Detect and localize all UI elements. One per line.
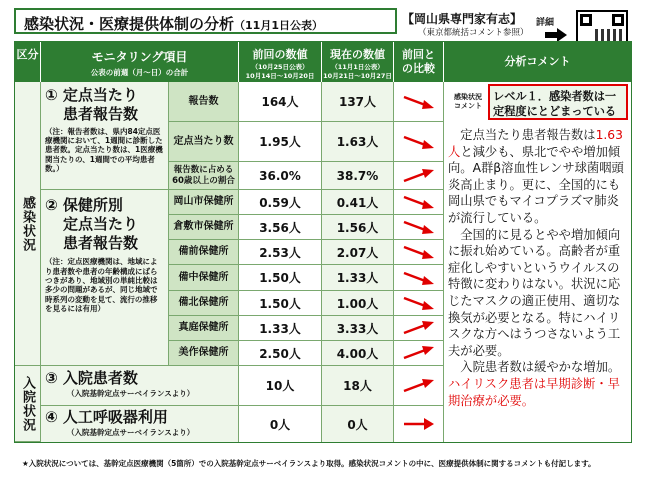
trend-down-arrow-icon: [394, 190, 444, 215]
prev-value: 1.95人: [239, 122, 322, 162]
current-value: 1.56人: [322, 215, 394, 240]
footer-note: ★入院状況については、基幹定点医療機関（5箇所）での入院基幹定点サーベイランスより取得。感染状況コメントの中に、医療提供体制に関するコメントも付記します。: [22, 459, 596, 468]
section-hospital: 入院状況: [15, 366, 41, 442]
expert-group: 【岡山県専門家有志】: [402, 12, 523, 26]
trend-down-arrow-icon: [394, 291, 444, 316]
item-inpatients: ③ 入院患者数 （入院基幹定点サーベイランスより）: [41, 366, 239, 406]
prev-value: 164人: [239, 82, 322, 122]
page-title-date: （11月1日公表）: [234, 19, 323, 32]
current-value: 4.00人: [322, 341, 394, 366]
row-label: 報告数: [169, 82, 239, 122]
infection-level-badge: レベル１．感染者数は一 定程度にとどまっている: [488, 84, 628, 120]
current-value: 1.63人: [322, 122, 394, 162]
prev-value: 1.50人: [239, 291, 322, 316]
header-current-value: 現在の数値 （11月1日公表） 10月21日～10月27日: [322, 42, 394, 82]
trend-down-arrow-icon: [394, 265, 444, 291]
current-value: 2.07人: [322, 240, 394, 265]
status-label: 感染状況 コメント: [454, 92, 482, 110]
trend-up-arrow-icon: [394, 316, 444, 341]
row-label: 備中保健所: [169, 265, 239, 291]
trend-down-arrow-icon: [394, 240, 444, 265]
page-title: [14, 8, 397, 34]
row-label: 定点当たり数: [169, 122, 239, 162]
row-label: 真庭保健所: [169, 316, 239, 341]
detail-label: 詳細: [536, 18, 555, 28]
prev-value: 3.56人: [239, 215, 322, 240]
current-value: 1.33人: [322, 265, 394, 291]
prev-value: 0.59人: [239, 190, 322, 215]
header-monitoring-item: モニタリング項目 公表の前週（月～日）の合計: [41, 42, 239, 82]
trend-flat-arrow-icon: [394, 406, 444, 442]
analysis-comment-text: 定点当たり患者報告数は1.63人と減少も、県北でやや増加傾向。A群β溶血性レンサ球菌咽頭炎高止まり。更に、全国的にも岡山県でもマイコプラズマ肺炎が流行している。 全国的に見るとやや増加傾向に振れ始めている。高齢者が重症化しやすいというウイルスの特徴に変わりはない。状況に応じたマスクの適正使用、適切な換気が必要となる。特にハイリスクな方へはうつさないよう工夫が必要。 入院患者数は緩やかな増加。ハイリスク患者は早期診断・早期治療が必要。: [448, 128, 624, 408]
current-value: 18人: [322, 366, 394, 406]
section-infection: 感染状況: [15, 82, 41, 366]
row-label: 備北保健所: [169, 291, 239, 316]
current-value: 0.41人: [322, 190, 394, 215]
prev-value: 2.53人: [239, 240, 322, 265]
item-health-center: ② 保健所別 定点当たり 患者報告数 （注：定点医療機関は、地域により患者数や患者の年齢構成にばらつきがあり、地域別の単純比較は多少の問題があるが、同じ地域で時系列の変動を見て、流行の推移を見るには有用）: [41, 190, 169, 366]
header-division: 区分: [15, 42, 41, 82]
header-analysis-comment: 分析コメント: [444, 42, 631, 82]
current-value: 0人: [322, 406, 394, 442]
trend-down-arrow-icon: [394, 122, 444, 162]
prev-value: 2.50人: [239, 341, 322, 366]
trend-up-arrow-icon: [394, 162, 444, 190]
current-value: 137人: [322, 82, 394, 122]
row-label: 備前保健所: [169, 240, 239, 265]
current-value: 3.33人: [322, 316, 394, 341]
item-sentinel: ① 定点当たり 患者報告数 （注：報告者数は、県内84定点医療機関において、1週間に診断した患者数。定点当たり数は、1医療機関当たりの、1週間での平均患者数。）: [41, 82, 169, 190]
header-prev-value: 前回の数値 （10月25日公表） 10月14日～10月20日: [239, 42, 322, 82]
item-ventilator: ④ 人工呼吸器利用 （入院基幹定点サーベイランスより）: [41, 406, 239, 442]
row-label: 報告数に占める 60歳以上の割合: [169, 162, 239, 190]
prev-value: 0人: [239, 406, 322, 442]
current-value: 38.7%: [322, 162, 394, 190]
prev-value: 1.33人: [239, 316, 322, 341]
row-label: 倉敷市保健所: [169, 215, 239, 240]
trend-up-arrow-icon: [394, 366, 444, 406]
arrow-right-icon: [545, 28, 567, 42]
trend-down-arrow-icon: [394, 215, 444, 240]
expert-reference: （東京都統括コメント参照）: [418, 28, 529, 38]
trend-up-arrow-icon: [394, 341, 444, 366]
trend-down-arrow-icon: [394, 82, 444, 122]
row-label: 美作保健所: [169, 341, 239, 366]
header-comparison: 前回と の比較: [394, 42, 444, 82]
page-title-text: 感染状況・医療提供体制の分析: [24, 15, 235, 33]
prev-value: 36.0%: [239, 162, 322, 190]
current-value: 1.00人: [322, 291, 394, 316]
prev-value: 10人: [239, 366, 322, 406]
row-label: 岡山市保健所: [169, 190, 239, 215]
prev-value: 1.50人: [239, 265, 322, 291]
